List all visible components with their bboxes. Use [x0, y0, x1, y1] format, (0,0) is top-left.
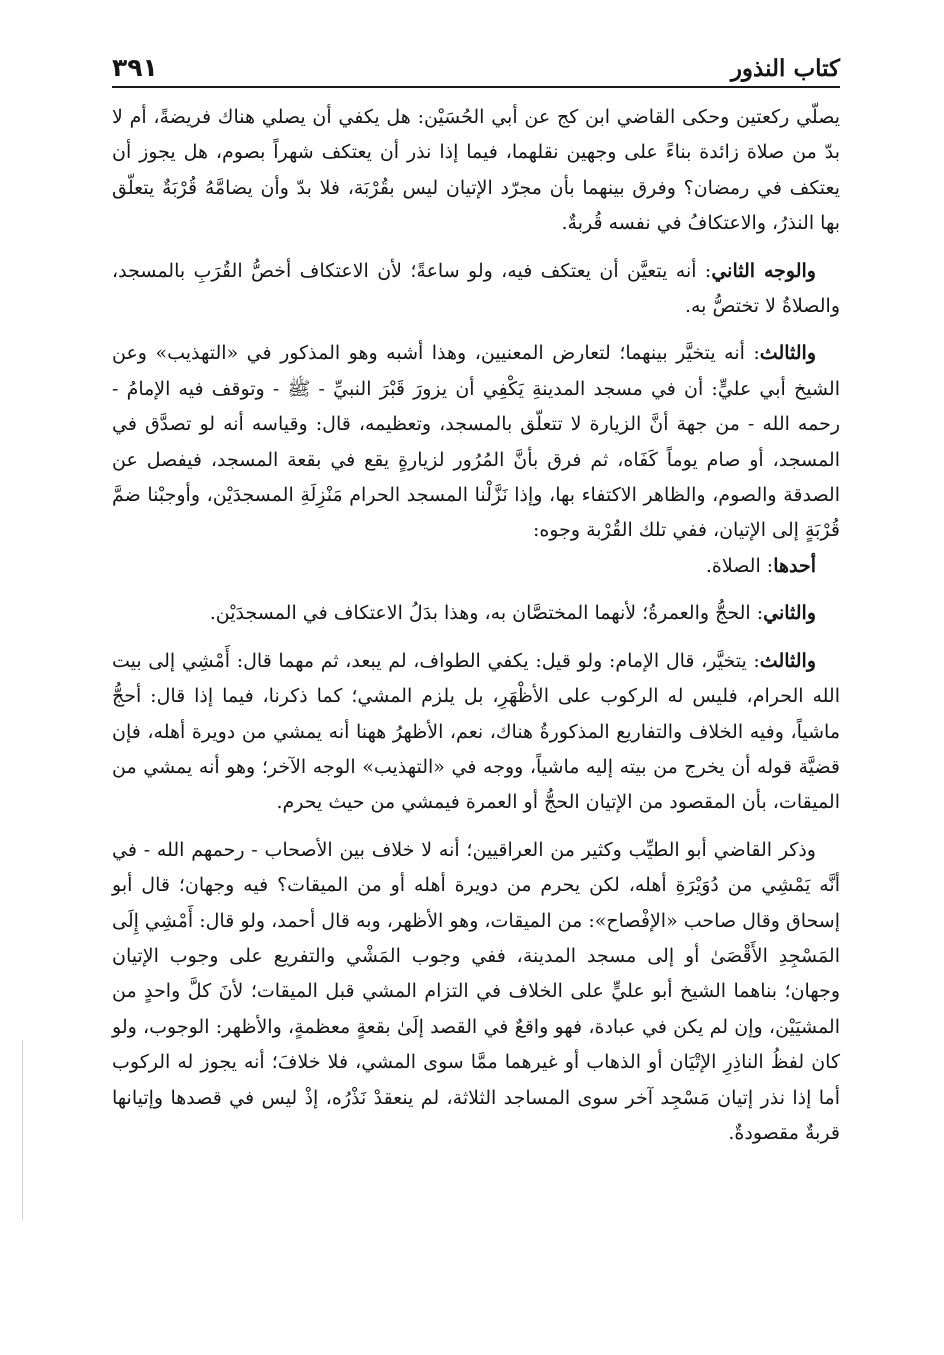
paragraph-text: : يتخيَّر، قال الإمام: ولو قيل: يكفي الطواف، لم يبعد، ثم مهما قال: أَمْشِي إلى بيت الله الحرام، فليس له الركوب على الأظْهَرِ، بل يلزم المشي؛ كما ذكرنا، فيما إذا قال: أحجُّ ماشياً، وفيه الخلاف والتفاريع المذكورةُ هناك، نعم، الأظهرُ ههنا أنه يمشي من دويرة أهله، فإن قضيَّة قوله أن يخرج من بيته إليه ماشياً، ووجه في «التهذيب» الوجه الآخر؛ وهو أنه يمشي من الميقات، بأن المقصود من الإتيان الحجُّ أو العمرة فيمشي من حيث يحرم. [112, 649, 840, 814]
paragraph-heading: أحدها [773, 554, 816, 577]
running-header [112, 42, 840, 88]
paragraph-text: : أنه يتخيَّر بينهما؛ لتعارض المعنيين، وهذا أشبه وهو المذكور في «التهذيب» وعن الشيخ أبي عليٍّ: أن في مسجد المدينةِ يَكْفِي أن يزورَ قَبْرَ النبيِّ - ﷺ - وتوقف فيه الإمامُ - رحمه الله - من جهة أنَّ الزيارة لا تتعلّق بالمسجد، وتعظيمه، قال: وقياسه أنه لو تصدَّق في المسجد، أو صام يوماً كَفَاه، ثم فرق بأنَّ المُرُور لزيارةٍ يقع في بقعة المسجد، فيفصل عن الصدقة والصوم، والظاهر الاكتفاء بها، وإذا نَزَّلْنا المسجد الحرام مَنْزِلَةِ المسجدَيْن، وأوجبْنا ضمَّ قُرْبَةٍ إلى الإتيان، ففي تلك القُرْبة وجوه: [112, 342, 840, 542]
paragraph-text: : أنه يتعيَّن أن يعتكف فيه، ولو ساعةً؛ لأن الاعتكاف أخصُّ القُرَبِ بالمسجد، والصلاةُ لا تختصُّ به. [112, 259, 840, 318]
paragraph-text: : الصلاة. [705, 554, 774, 577]
paragraph-heading: والثالث [759, 342, 816, 365]
paragraph-7 [112, 833, 840, 1152]
page-number: ٣٩١ [112, 53, 158, 82]
paragraph-3 [112, 336, 840, 548]
paragraph-text: وذكر القاضي أبو الطيِّب وكثير من العراقيين؛ أنه لا خلاف بين الأصحاب - رحمهم الله - في أنَّه يَمْشِي من دُوَيْرَةِ أهله، لكن يحرم من دويرة أهله أو من الميقات؟ فيه وجهان؛ قال أبو إسحاق وقال صاحب «الإفْصاح»: من الميقات، وهو الأظهر، وبه قال أحمد، ولو قال: أَمْشِي إِلَى المَسْجِدِ الأَقْصَىٰ أو إلى مسجد المدينة، ففي وجوب المَشْي والتفريع على وجوب الإتيان وجهان؛ بناهما الشيخ أبو عليٍّ على الخلاف في التزام المشي قبل الميقات؛ لأنَ كلَّ واحدٍ من المشيَيْن، وإن لم يكن في عبادة، فهو واقعٌ في القصد إلَىٰ بقعةٍ معظمةٍ، والأظهر: الوجوب، ولو كان لفظُ الناذِرِ الإتْيَان أو الذهاب أو غيرهما ممَّا سوى المشي، فلا خلافَ؛ أنه يجوز له الركوب أما إذا نذر إتيان مَسْجِد آخر سوى المساجد الثلاثة، لم ينعقدْ نَذْرُه، إذْ ليس في قصدها وإتيانها قربةٌ مقصودةٌ. [111, 838, 840, 1144]
paragraph-4 [112, 549, 840, 584]
book-title: كتاب النذور [730, 55, 840, 82]
paragraph-heading: والثالث [759, 649, 816, 672]
paragraph-text: يصلّي ركعتين وحكى القاضي ابن كج عن أبي الحُسَيْن: هل يكفي أن يصلي هناك فريضةً، أم لا بدّ من صلاة زائدة بناءً على وجهين نقلهما، فيما إذا نذر أن يعتكف شهراً بصوم، هل يجوز أن يعتكف في رمضان؟ وفرق بينهما بأن مجرّد الإتيان ليس بقُرْبَة، فلا بدّ وأن يضامَّهُ قُرْبَةٌ يتعلّق بها النذرُ، والاعتكافُ في نفسه قُربةٌ. [112, 106, 840, 235]
paragraph-heading: والثاني [763, 602, 816, 625]
paragraph-2 [112, 254, 840, 325]
paragraph-6 [112, 644, 840, 821]
paragraph-1 [112, 100, 840, 242]
book-page [112, 42, 840, 1163]
paragraph-5 [112, 596, 840, 631]
page-edge-mark [22, 1040, 23, 1220]
paragraph-text: : الحجُّ والعمرةُ؛ لأنهما المختصَّان به، وهذا بدَلُ الاعتكاف في المسجدَيْن. [209, 602, 764, 625]
body-text [112, 100, 840, 1151]
paragraph-heading: والوجه الثاني [711, 259, 816, 282]
